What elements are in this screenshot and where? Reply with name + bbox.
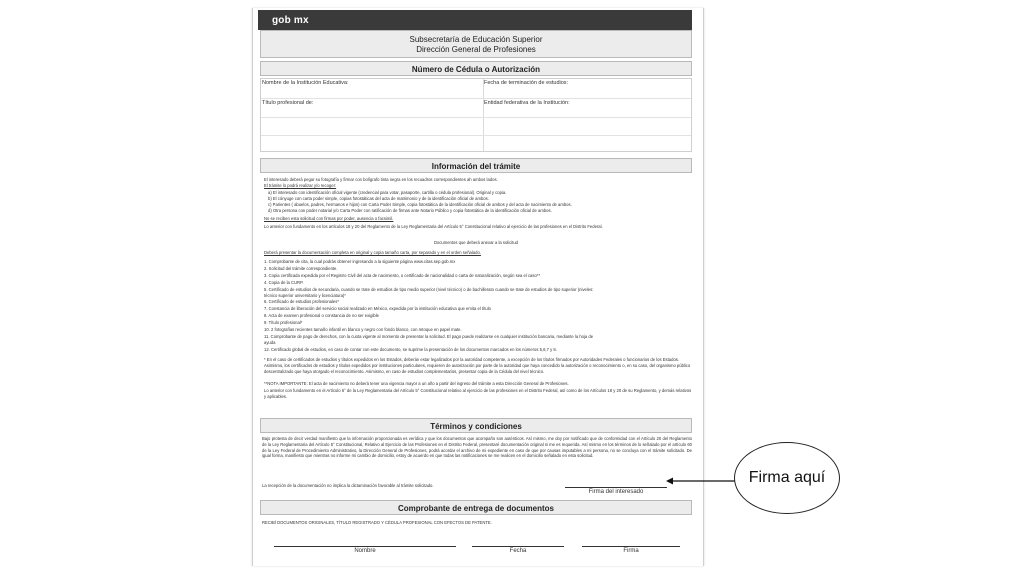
applicant-signature-line[interactable] [565,487,667,488]
date-line[interactable] [472,546,564,547]
power-note: No se reciben esta solicitud con firmas por poder, ausencia o facsimil. [264,216,394,221]
section-title-info: Información del trámite [260,158,692,173]
agency-line-2: Dirección General de Profesiones [416,44,536,54]
doc-item: ayuda [264,340,276,345]
doc-item: 4. Copia de la CURP. [264,280,304,285]
terms-text: Bajo protesta de decir verdad manifiesto que la información proporcionada es verídica y que los documentos que acompaño son auténticos. Así mismo, me doy por notificado que de conformidad con el Artículo 20 del Reglamento de la Ley Reglamentaria del Artículo 5° Constitucional, Relativo al Ejercicio de las Profesiones en el Distrito Federal, presentaré documentación original si me es requerida. Así mismo en los términos de lo señalado por el artículo 60 de la Ley Federal de Procedimiento Administrativo, la Dirección General de Profesiones, podrá acordar el archivo de mi expediente en caso de que por causas imputables a mi persona, no se concluya con el trámite solicitado. De igual forma, manifiesto que mientras no informe mi cambio de domicilio, estoy de acuerdo en que todas las notificaciones se me realicen en el domicilio señalado en esta solicitud. [262,436,692,459]
sign-here-callout [734,442,840,514]
agency-header [260,30,692,58]
section-title-terms: Términos y condiciones [260,418,692,433]
doc-item: 6. Certificado de estudios profesionales* [264,299,339,304]
doc-item: 12. Certificado global de estudios, en caso de contar con este documento, se suprime la presentación de los documentos marcados en los números 5,6,7 y 8. [264,347,557,352]
state-field[interactable]: Entidad federativa de la Institución: [484,100,570,106]
photo-instruction: El interesado deberá pegar su fotografía y firmar con bolígrafo tinta negra en los recuadros correspondientes ah ambos lados. [264,177,498,182]
pointer-arrow-icon [666,476,736,486]
institution-name-field[interactable]: Nombre de la Institución Educativa: [262,80,349,86]
doc-item: 9. Título profesional* [264,320,303,325]
option-c: c) Parientes ( abuelos, padres, hermanos e hijos) con Carta Poder Simple, copia fotostática de la identificación oficial de ambos y del acta de nacimiento de ambos. [268,202,572,207]
doc-item: 1. Comprobante de cita, la cual podrás obtener ingresando a la siguiente página www.citas.sep.gob.mx [264,259,456,264]
docs-subheading: Deberá presentar la documentación completa en original y copia tamaño carta, por separado y en el orden señalado. [264,250,481,255]
agency-line-1: Subsecretaría de Educación Superior [409,35,543,44]
footnote-legalization: * En el caso de certificados de estudios y títulos expedidos en los Estados, deberán estar legalizados por la autoridad competente, a excepción de los títulos firmados por Autoridades Federales o funcionarios de los Estados. Asimismo, los certificados de estudios y títulos expedidos por instituciones particulares, requieren de autorización por parte de la autoridad que haya concedido la autorización o reconocimiento o, en su caso, del organismo público descentralizado que haya otorgado el reconocimiento. Asimismo, en caso de estudios complementarios, presentar copia de la Cédula del nivel técnico. [264,357,691,374]
doc-item: 10. 2 fotografías recientes tamaño infantil en blanco y negro con fondo blanco, con retoque en papel mate. [264,327,462,332]
sign-here-text: Firma aquí [748,469,826,486]
section-title-cedula: Número de Cédula o Autorización [260,61,692,76]
option-a: a) El interesado con identificación oficial vigente (credencial para votar, pasaporte, cartilla o cédula profesional). Original y copia. [268,190,507,195]
professional-title-field[interactable]: Título profesional de: [262,100,314,106]
reception-note: La recepción de la documentación no implica la dictaminación favorable al trámite solicitado. [262,483,434,488]
doc-item: 5. Certificado de estudios de secundaria, cuando se trate de estudios de tipo medio superior (nivel técnico) o de bachillerato cuando se trate de estudios de tipo superior (niveles: [264,287,594,292]
signature-line[interactable] [582,546,680,547]
doc-item: 11. Comprobante de pago de derechos, con la cuota vigente al momento de presentar la solicitud. El pago puede realizarse en cualquier institución bancaria, mediante la hoja de [264,334,594,339]
doc-item: 2. Solicitud del trámite correspondiente. [264,266,338,271]
who-can-apply: El trámite lo podrá realizar y/o recoger: [264,183,337,188]
doc-item: 8. Acta de examen profesional o constancia de no ser exigible [264,313,379,318]
option-b: b) El cónyuge con carta poder simple, copias fotostáticas del acta de matrimonio y de la identificación oficial de ambos. [268,196,489,201]
gob-mx-header-bar [258,10,692,30]
doc-item: 7. Constancia de liberación del servicio social realizado en México, expedida por la institución educativa que emita el título [264,306,491,311]
name-line[interactable] [274,546,456,547]
received-documents-text: RECIBÍ DOCUMENTOS ORIGINALES, TÍTULO REGISTRADO Y CÉDULA PROFESIONAL CON EFECTOS DE PATENTE. [262,520,492,525]
end-date-field[interactable]: Fecha de terminación de estudios: [484,80,569,86]
applicant-signature-label: Firma del interesado [588,489,644,495]
option-d: d) Otra persona con poder notarial y/o Carta Poder con ratificación de firmas ante Notario Público y copia fotostática de la identificación oficial de ambos. [268,208,552,213]
institution-fields-grid [260,78,692,152]
section-title-receipt: Comprobante de entrega de documentos [260,500,692,515]
doc-item: 3. Copia certificada expedida por el Registro Civil del acta de nacimiento, o certificado de nacionalidad o carta de naturalización, según sea el caso** [264,273,541,278]
legal-basis: Lo anterior con fundamento en los artículos 18 y 20 del Reglamento de la Ley Reglamentaria del Artículo 5° Constitucional relativo al ejercicio de las profesiones en el Distrito Federal. [264,224,603,229]
signature-label: Firma [623,548,639,554]
name-label: Nombre [354,548,376,554]
doc-item: técnico superior universitario y licenciatura)* [264,293,346,298]
footnote-important: **NOTA IMPORTANTE: El acta de nacimiento no deberá tener una vigencia mayor a un año a partir del ingreso del trámite a esta Dirección General de Profesiones. [264,381,569,386]
docs-heading: Documentos que deberá anexar a la solicitud [433,240,519,245]
gob-mx-logo: gob mx [272,15,309,26]
footnote-legal-basis: Lo anterior con fundamento en el Artículo 6° de la Ley Reglamentaria del Artículo 5° Constitucional relativo al ejercicio de las profesiones en el Distrito Federal, así como de los Artículos 18 y 20 de su Reglamento, y demás relativos y aplicables. [264,388,692,399]
date-label: Fecha [509,548,527,554]
